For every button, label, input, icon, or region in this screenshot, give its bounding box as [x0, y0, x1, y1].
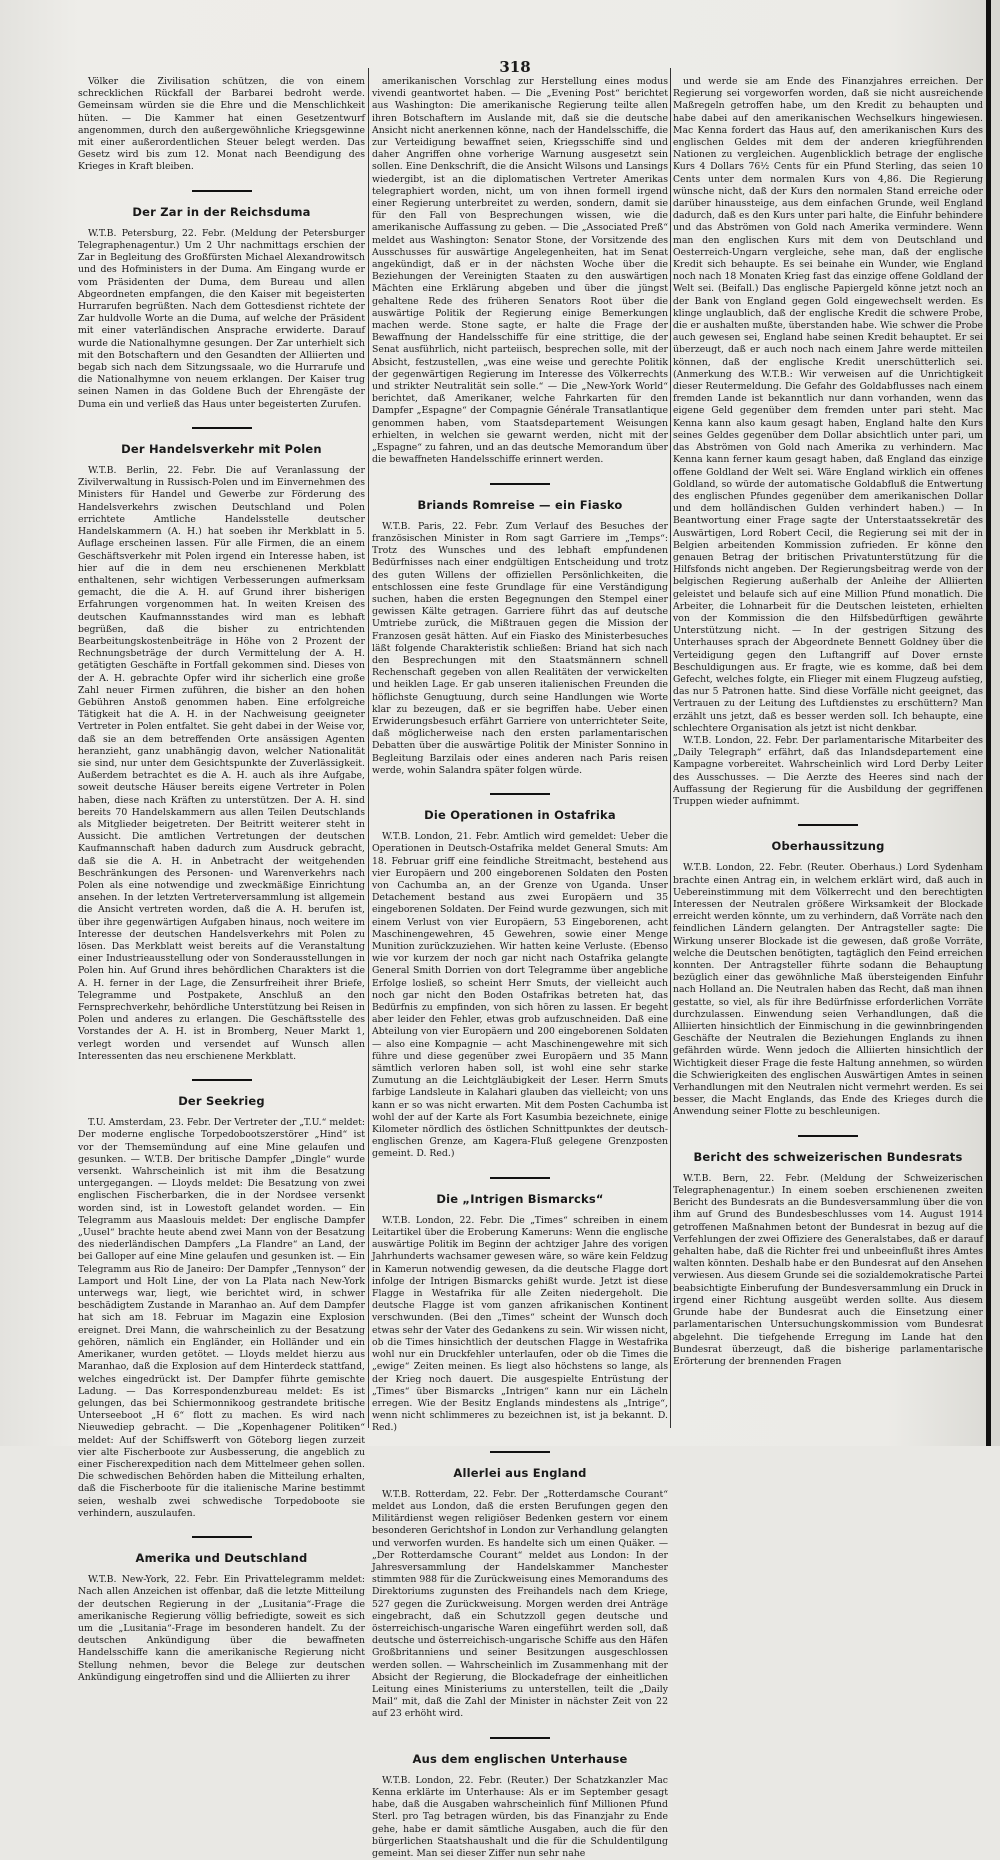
article-headline: Briands Romreise — ein Fiasko [372, 483, 668, 511]
article-paragraph: W.T.B. Petersburg, 22. Febr. (Meldung der Petersburger Telegraphenagentur.) Um 2 Uhr nachmittags erschien der Zar in Begleitung des Großfürsten Michael Alexandrowitsch und des Hofministers in der Duma. Am Eingang wurde er vom Präsidenten der Duma, dem Bureau und allen Abgeordneten empfangen, die den Kaiser mit begeisterten Hurrarufen begrüßten. Nach dem Gottesdienst richtete der Zar huldvolle Worte an die Duma, auf welche der Präsident mit einer vaterländischen Ansprache erwiderte. Darauf wurde die Nationalhymne gesungen. Der Zar unterhielt sich mit den Botschaftern und den Gesandten der Alliierten und begab sich nach dem Sitzungssaale, wo die Hurrarufe und die Nationalhymne von neuem erklangen. Der Kaiser trug seinen Namen in das Goldene Buch der Ehrengäste der Duma ein und verließ das Haus unter begeisterten Zurufen. [78, 227, 365, 410]
article-headline: Bericht des schweizerischen Bundesrats [673, 1135, 983, 1163]
article-paragraph: amerikanischen Vorschlag zur Herstellung eines modus vivendi geantwortet haben. — Die „Evening Post“ berichtet aus Washington: Die amerikanische Regierung teilte allen ihren Botschaftern im Auslande mit, daß sie die deutsche Ansicht nicht anerkennen könne, nach der Handelsschiffe, die zur Verteidigung bewaffnet seien, Kriegsschiffe sind und daher Angriffen ohne vorherige Warnung ausgesetzt sein sollen. Eine Denkschrift, die die Ansicht Wilsons und Lansings wiedergibt, ist an die diplomatischen Vertreter Amerikas telegraphiert worden, nicht, um von ihnen formell irgend einer Regierung unterbreitet zu werden, sondern, damit sie für den Fall von Besprechungen wissen, wie die amerikanische Auffassung zu geben. — Die „Associated Preß“ meldet aus Washington: Senator Stone, der Vorsitzende des Ausschusses für auswärtige Angelegenheiten, hat im Senat angekündigt, daß er in der nächsten Woche über die Beziehungen der Vereinigten Staaten zu den auswärtigen Mächten eine Erklärung abgeben und über die jüngst gehaltene Rede des früheren Senators Root über die auswärtige Politik der Regierung einige Bemerkungen machen werde. Stone sagte, er halte die Frage der Bewaffnung der Handelsschiffe für eine strittige, die der Senat ausführlich, nicht parteiisch, besprechen solle, mit der Absicht, festzustellen, „was eine weise und gerechte Politik der gegenwärtigen Regierung im Interesse des Völkerrechts und strikter Neutralität sein solle.“ — Die „New-York World“ berichtet, daß Amerikaner, welche Fahrkarten für den Dampfer „Espagne“ der Compagnie Générale Transatlantique genommen haben, vom Staatsdepartement Weisungen erhielten, in welchen sie gewarnt werden, nicht mit der „Espagne“ zu fahren, und an das deutsche Memorandum über die bewaffneten Handelsschiffe erinnert werden. [372, 76, 668, 466]
article-paragraph: W.T.B. Paris, 22. Febr. Zum Verlauf des Besuches der französischen Minister in Rom sagt Garriere im „Temps“: Trotz des Wunsches und des lebhaft empfundenen Bedürfnisses nach einer endgültigen Entscheidung und trotz des guten Willens der offiziellen Persönlichkeiten, die entschlossen eine feste Grundlage für eine Verständigung suchen, haben die ersten Begegnungen den Stempel einer gewissen Kälte getragen. Garriere führt das auf deutsche Umtriebe zurück, die Mißtrauen gegen die Mission der Franzosen gesät hätten. Auf ein Fiasko des Ministerbesuches läßt folgende Charakteristik schließen: Briand hat sich nach den Besprechungen mit den Staatsmännern schnell Rechenschaft gegeben von allen Realitäten der verwickelten und heiklen Lage. Er gab unseren italienischen Freunden die höflichste Genugtuung, durch seine Handlungen wie Worte klar zu bezeugen, daß er sie begriffen habe. Ueber einen Erwiderungsbesuch erfährt Garriere von unterrichteter Seite, daß möglicherweise nach den ersten parlamentarischen Debatten über die auswärtige Politik der Minister Sonnino in Begleitung Barzilais oder eines anderen nach Paris reisen werde, wohin Salandra später folgen würde. [372, 520, 668, 776]
article-headline: Allerlei aus England [372, 1451, 668, 1479]
column-rule [368, 68, 369, 1428]
article-paragraph: W.T.B. New-York, 22. Febr. Ein Privattelegramm meldet: Nach allen Anzeichen ist offenbar, daß die letzte Mitteilung der deutschen Regierung in der „Lusitania“-Frage die amerikanische Regierung völlig befriedigte, soweit es sich um die „Lusitania“-Frage im besonderen handelt. Zu der deutschen Ankündigung über die bewaffneten Handelsschiffe kann die amerikanische Regierung nicht Stellung nehmen, bevor die Belege zur deutschen Ankündigung eingetroffen sind und die Alliierten zu ihrer [78, 1574, 365, 1683]
article-headline: Der Zar in der Reichsduma [78, 190, 365, 218]
next-page-sliver [991, 0, 1000, 1446]
article-headline: Aus dem englischen Unterhause [372, 1737, 668, 1765]
article-paragraph: T.U. Amsterdam, 23. Febr. Der Vertreter der „T.U.“ meldet: Der moderne englische Torpedobootszerstörer „Hind“ ist vor der Themsemündung auf eine Mine gelaufen und gesunken. — W.T.B. Der britische Dampfer „Dingle“ wurde versenkt. Wahrscheinlich ist mit ihm die Besatzung untergegangen. — Lloyds meldet: Die Besatzung von zwei englischen Fischerbarken, die in der Nordsee versenkt worden sind, ist in Lowestoft gelandet worden. — Ein Telegramm aus Maaslouis meldet: Der englische Dampfer „Uusel“ brachte heute abend zwei Mann von der Besatzung des niederländischen Dampfers „La Flandre“ an Land, der bei Galloper auf eine Mine gelaufen und gesunken ist. — Ein Telegramm aus Rio de Janeiro: Der Dampfer „Tennyson“ der Lamport und Holt Line, der von La Plata nach New-York unterwegs war, liegt, wie berichtet wird, in schwer beschädigtem Zustande in Maranhao an. Auf dem Dampfer hat sich am 18. Februar im Magazin eine Explosion ereignet. Drei Mann, die wahrscheinlich zu der Besatzung gehören, nämlich ein Engländer, ein Holländer und ein Amerikaner, wurden getötet. — Lloyds meldet hierzu aus Maranhao, daß die Explosion auf dem Hinterdeck stattfand, welches eingedrückt ist. Der Dampfer führte gemischte Ladung. — Das Korrespondenzbureau meldet: Es ist gelungen, das bei Schiermonnikoog gestrandete britische Unterseeboot „H 6“ flott zu machen. Es wird nach Nieuwediep gebracht. — Die „Kopenhagener Politiken“ meldet: Auf der Schiffswerft von Göteborg liegen zurzeit vier alte Fischerboote zur Ausbesserung, die angeblich zu einer Fischerexpedition nach dem Mittelmeer gehen sollen. Die schwedischen Behörden haben die Mitteilung erhalten, daß die Fischerboote für die italienische Marine bestimmt seien, weshalb zwei schwedische Torpedoboote sie verhindern, auszulaufen. [78, 1117, 365, 1519]
article-headline: Oberhaussitzung [673, 824, 983, 852]
article-headline: Der Handelsverkehr mit Polen [78, 427, 365, 455]
article-paragraph: W.T.B. London, 22. Febr. (Reuter.) Der Schatzkanzler Mac Kenna erklärte im Unterhause: Als er im September gesagt habe, daß die Ausgaben wahrscheinlich fünf Millionen Pfund Sterl. pro Tag betragen würden, bis das Finanzjahr zu Ende gehe, habe er damit sämtliche Ausgaben, auch die für den bürgerlichen Staatshaushalt und die für die Schuldentilgung gemeint. Man sei dieser Ziffer nun sehr nahe [372, 1774, 668, 1859]
article-paragraph: und werde sie am Ende des Finanzjahres erreichen. Der Regierung sei vorgeworfen worden, daß sie nicht ausreichende Maßregeln getroffen habe, um den Kredit zu behaupten und habe dabei auf den amerikanischen Wechselkurs hingewiesen. Mac Kenna fordert das Haus auf, den amerikanischen Kurs des englischen Geldes mit dem der anderen kriegführenden Nationen zu vergleichen. Augenblicklich betrage der englische Kurs 4 Dollars 76½ Cents für ein Pfund Sterling, das seien 10 Cents unter dem normalen Kurs von 4,86. Die Regierung wünsche nicht, daß der Kurs den normalen Stand erreiche oder darüber hinaussteige, aus dem einfachen Grunde, weil England dadurch, daß es den Kurs unter pari halte, die Einfuhr behindere und das Abströmen von Gold nach Amerika vermindere. Wenn man den englischen Kurs mit dem von Deutschland und Oesterreich-Ungarn vergleiche, sehe man, daß der englische Kredit sich behaupte. Es sei beinahe ein Wunder, wie England noch nach 18 Monaten Krieg fast das einzige offene Goldland der Welt sei. (Beifall.) Das englische Papiergeld könne jetzt noch an der Bank von England gegen Gold eingewechselt werden. Es klinge unglaublich, daß der englische Kredit die schwere Probe, die er aushalten mußte, überstanden habe. Wie schwer die Probe auch gewesen sei, England habe seinen Kredit behauptet. Er sei überzeugt, daß er auch noch nach einem Jahre werde mitteilen können, daß der englische Kredit unerschütterlich sei. (Anmerkung des W.T.B.: Wir verweisen auf die Unrichtigkeit dieser Reutermeldung. Die Gefahr des Goldabflusses nach einem fremden Lande ist bekanntlich nur dann vorhanden, wenn das eigene Geld gegenüber dem fremden unter pari steht. Mac Kenna kann also kaum gesagt haben, England halte den Kurs seines Geldes gegenüber dem Dollar absichtlich unter pari, um das Abströmen von Gold nach Amerika zu verhindern. Mac Kenna kann ferner kaum gesagt haben, daß England das einzige offene Goldland der Welt sei. Wäre England wirklich ein offenes Goldland, so würde der automatische Goldabfluß die Entwertung des englischen Pfundes gegenüber dem amerikanischen Dollar und dem holländischen Gulden verhindert haben.) — In Beantwortung einer Frage sagte der Unterstaatssekretär des Auswärtigen, Lord Robert Cecil, die Regierung sei mit der in Belgien arbeitenden Kommission zufrieden. Er könne den genauen Betrag der britischen Privatunterstützung für die Hilfsfonds nicht angeben. Der Regierungsbeitrag werde von der belgischen Regierung außerhalb der Anleihe der Alliierten geleistet und belaufe sich auf eine Million Pfund monatlich. Die Arbeiter, die Lohnarbeit für die Deutschen leisteten, erhielten von der Kommission die den Hilfsbedürftigen gewährte Unterstützung nicht. — In der gestrigen Sitzung des Unterhauses sprach der Abgeordnete Bennett Goldney über die Verteidigung gegen den Luftangriff auf Dover ernste Beschuldigungen aus. Er fragte, wie es komme, daß bei dem Gefecht, welches folgte, ein Flieger mit einem Flugzeug aufstieg, das nur 5 Patronen hatte. Sind diese Vorfälle nicht geeignet, das Vertrauen zu der Leitung des Luftdienstes zu erschüttern? Man erzählt uns jetzt, daß es besser werden soll. Ich behaupte, eine schlechtere Organisation als jetzt ist nicht denkbar. [673, 76, 983, 734]
article-paragraph: W.T.B. London, 22. Febr. (Reuter. Oberhaus.) Lord Sydenham brachte einen Antrag ein, in welchem erklärt wird, daß auch in Uebereinstimmung mit dem Völkerrecht und den berechtigten Interessen der Neutralen größere Wirksamkeit der Blockade erreicht werden könnte, um zu verhindern, daß Vorräte nach den feindlichen Ländern gelangten. Der Antragsteller sagte: Die Wirkung unserer Blockade ist die gewesen, daß große Vorräte, welche die Deutschen benötigten, tagtäglich den Feind erreichen konnten. Der Antragsteller führte sodann die Behauptung bezüglich einer das gewöhnliche Maß übersteigenden Einfuhr nach Holland an. Die Neutralen haben das Recht, daß man ihnen gestatte, so viel, als für ihre Bedürfnisse erforderlichen Vorräte durchzulassen. Einwendung seien Verhandlungen, daß die Alliierten hinsichtlich der Einmischung in die gewinnbringenden Geschäfte der Neutralen die Beziehungen Englands zu ihnen gefährden würde. Wenn jedoch die Alliierten hinsichtlich der Wichtigkeit dieser Frage die feste Haltung annehmen, so würden die Schwierigkeiten des englischen Auswärtigen Amtes in seinen Verhandlungen mit den Neutralen nicht vermehrt werden. Es sei besser, die Macht Englands, das Ende des Krieges durch die Anwendung seiner Flotte zu beschleunigen. [673, 862, 983, 1118]
article-paragraph: W.T.B. Bern, 22. Febr. (Meldung der Schweizerischen Telegraphenagentur.) In einem soeben erschienenen zweiten Bericht des Bundesrats an die Bundesversammlung über die von ihm auf Grund des Bundesbeschlusses vom 14. August 1914 getroffenen Maßnahmen betont der Bundesrat in bezug auf die Verfehlungen der zwei Offiziere des Generalstabes, daß er darauf gehalten habe, daß die Richter frei und unbeeinflußt ihres Amtes walten könnten. Deshalb habe er den Bundesrat auf den Ansehen verwiesen. Aus diesem Grunde sei die sozialdemokratische Partei beabsichtigte Einberufung der Bundesversammlung ein Druck in irgend einer Richtung ausgeübt werden sollte. Aus diesem Grunde habe der Bundesrat auch die Einsetzung einer parlamentarischen Untersuchungskommission vom Bundesrat abgelehnt. Die tiefgehende Erregung im Lande hat den Bundesrat überzeugt, daß die bisherige parlamentarische Erörterung der brennenden Fragen [673, 1172, 983, 1367]
article-headline: Die Operationen in Ostafrika [372, 793, 668, 821]
column-middle [372, 76, 668, 1860]
article-paragraph: W.T.B. London, 21. Febr. Amtlich wird gemeldet: Ueber die Operationen in Deutsch-Ostafrika meldet General Smuts: Am 18. Februar griff eine feindliche Streitmacht, bestehend aus vier Europäern und 200 eingeborenen Soldaten den Posten von Cachumba an, an der Grenze von Uganda. Unser Detachement bestand aus zwei Europäern und 35 eingeborenen Soldaten. Der Feind wurde gezwungen, sich mit einem Verlust von vier Europäern, 53 Eingeborenen, acht Maschinengewehren, 45 Gewehren, sowie einer Menge Munition zurückzuziehen. Wir hatten keine Verluste. (Ebenso wie vor kurzem der noch gar nicht nach Ostafrika gelangte General Smith Dorrien von dort Telegramme über angebliche Erfolge losließ, so scheint Herr Smuts, der vielleicht auch noch gar nicht den Boden Ostafrikas betreten hat, das Bedürfnis zu empfinden, von sich hören zu lassen. Er begeht aber leider den Fehler, etwas grob aufzuschneiden. Daß eine Abteilung von vier Europäern und 200 eingeborenen Soldaten — also eine Kompagnie — acht Maschinengewehre mit sich führe und diese gegenüber zwei Europäern und 35 Mann sämtlich verloren haben soll, ist wohl eine sehr starke Zumutung an die Leichtgläubigkeit der Leser. Herrn Smuts farbige Landsleute in Kalahari glauben das vielleicht; von uns kann er so was nicht erwarten. Mit dem Posten Cachumba ist wohl der auf der Karte als Fort Kasumbia bezeichnete, einige Kilometer nördlich des östlichen Schnittpunktes der deutsch-englischen Grenze, am Kagera-Fluß gelegene Grenzposten gemeint. D. Red.) [372, 831, 668, 1160]
article-paragraph: Völker die Zivilisation schützen, die von einem schrecklichen Rückfall der Barbarei bedroht werde. Gemeinsam würden sie die Ehre und die Menschlichkeit hüten. — Die Kammer hat einen Gesetzentwurf angenommen, durch den außergewöhnliche Kriegsgewinne mit einer außerordentlichen Steuer belegt werden. Das Gesetz wird bis zum 12. Monat nach Beendigung des Krieges in Kraft bleiben. [78, 76, 365, 173]
article-headline: Der Seekrieg [78, 1079, 365, 1107]
article-paragraph: W.T.B. Rotterdam, 22. Febr. Der „Rotterdamsche Courant“ meldet aus London, daß die ersten Berufungen gegen den Militärdienst wegen religiöser Bedenken gestern vor einem besonderen Gerichtshof in London zur Verhandlung gelangten und verworfen wurden. Es handelte sich um einen Quäker. — „Der Rotterdamsche Courant“ meldet aus London: In der Jahresversammlung der Handelskammer Manchester stimmten 988 für die Zurückweisung eines Memorandums des Direktoriums zugunsten des Freihandels nach dem Kriege, 527 gegen die Zurückweisung. Morgen werden drei Anträge eingebracht, daß ein Schutzzoll gegen deutsche und österreichisch-ungarische Waren eingeführt werden soll, daß deutsche und österreichisch-ungarische Schiffe aus den Häfen Großbritanniens und seiner Besitzungen ausgeschlossen werden sollen. — Wahrscheinlich im Zusammenhang mit der Absicht der Regierung, die Blockadefrage der einheitlichen Leitung eines Ministeriums zu unterstellen, teilt die „Daily Mail“ mit, daß die Zahl der Minister in nächster Zeit von 22 auf 23 erhöht wird. [372, 1488, 668, 1720]
page-number: 318 [499, 58, 531, 76]
article-paragraph: W.T.B. Berlin, 22. Febr. Die auf Veranlassung der Zivilverwaltung in Russisch-Polen und im Einvernehmen des Ministers für Handel und Gewerbe zur Förderung des Handelsverkehrs zwischen Deutschland und Polen errichtete Amtliche Handelsstelle deutscher Handelskammern (A. H.) hat soeben ihr Merkblatt in 5. Auflage erscheinen lassen. Für alle Firmen, die an einem Geschäftsverkehr mit Polen irgend ein Interesse haben, ist hier auf die in dem neu erschienenen Merkblatt enthaltenen, sehr wichtigen Verbesserungen aufmerksam gemacht, die die A. H. auf Grund ihrer bisherigen Erfahrungen vorgenommen hat. In weiten Kreisen des deutschen Kaufmannsstandes wird man es lebhaft begrüßen, daß die bisher zu entrichtenden Bearbeitungskostenbeiträge in Höhe von 2 Prozent der Rechnungsbeträge der durch Vermittelung der A. H. getätigten Geschäfte in Fortfall gekommen sind. Dieses von der A. H. gebrachte Opfer wird ihr sicherlich eine große Zahl neuer Firmen zuführen, die bisher an den hohen Gebühren Anstoß genommen haben. Eine erfolgreiche Tätigkeit hat die A. H. in der Nachweisung geeigneter Vertreter in Polen entfaltet. Sie geht dabei in der Weise vor, daß sie an dem betreffenden Orte ansässigen Agenten heranzieht, ganz unabhängig davon, welcher Nationalität sie sind, nur unter dem Gesichtspunkte der Zuverlässigkeit. Außerdem betrachtet es die A. H. auch als ihre Aufgabe, soweit deutsche Häuser bereits eigene Vertreter in Polen haben, diese nach Kräften zu unterstützen. Der A. H. sind bereits 70 Handelskammern aus allen Teilen Deutschlands als Mitglieder beigetreten. Der Beitritt weiterer steht in Aussicht. Die amtlichen Vertretungen der deutschen Kaufmannschaft haben dadurch zum Ausdruck gebracht, daß sie die A. H. in Anbetracht der weitgehenden Beschränkungen des Personen- und Warenverkehrs nach Polen als eine notwendige und zweckmäßige Einrichtung ansehen. In der letzten Vertreterversammlung ist allgemein die Ansicht vertreten worden, daß die A. H. berufen ist, über ihre gegenwärtigen Aufgaben hinaus, noch weitere im Interesse der deutschen Handelsverkehrs mit Polen zu lösen. Das Merkblatt weist bereits auf die Veranstaltung einer Industrieausstellung oder von Sonderausstellungen in Polen hin. Auf Grund ihres behördlichen Charakters ist die A. H. ferner in der Lage, die Zensurfreiheit ihrer Briefe, Telegramme und Postpakete, Anschluß an den Fernsprechverkehr, behördliche Unterstützung bei Reisen in Polen und anderes zu erlangen. Die Geschäftsstelle des Vorstandes der A. H. ist in Bromberg, Neuer Markt 1, verlegt worden und versendet auf Wunsch allen Interessenten das neu erschienene Merkblatt. [78, 465, 365, 1062]
article-headline: Amerika und Deutschland [78, 1536, 365, 1564]
column-right [673, 76, 983, 1368]
column-rule [670, 68, 671, 1428]
column-left [78, 76, 365, 1684]
article-paragraph: W.T.B. London, 22. Febr. Der parlamentarische Mitarbeiter des „Daily Telegraph“ erfährt, daß das Inlandsdepartement eine Kampagne vorbereitet. Wahrscheinlich wird Lord Derby Leiter des Ausschusses. — Die Aerzte des Heeres sind nach der Auffassung der Regierung für die Ausbildung der gegriffenen Truppen wieder aufnimmt. [673, 734, 983, 807]
article-headline: Die „Intrigen Bismarcks“ [372, 1177, 668, 1205]
article-paragraph: W.T.B. London, 22. Febr. Die „Times“ schreiben in einem Leitartikel über die Eroberung Kameruns: Wenn die englische auswärtige Politik im Beginn der achtziger Jahre des vorigen Jahrhunderts wachsamer gewesen wäre, so wäre kein Feldzug in Kamerun notwendig gewesen, da die deutsche Flagge dort infolge der Intrigen Bismarcks gehißt wurde. Jetzt ist diese Flagge in Westafrika für alle Zeiten niedergeholt. Die deutsche Flagge ist vom ganzen afrikanischen Kontinent verschwunden. (Bei den „Times“ scheint der Wunsch doch etwas sehr der Vater des Gedankens zu sein. Wir wissen nicht, ob die Times hinsichtlich der deutschen Flagge in Westafrika wohl nur ein Druckfehler unterlaufen, oder ob die Times die „ewige“ Zeiten meinen. Es liegt also höchstens so lange, als der Krieg noch dauert. Die ausgespielte Entrüstung der „Times“ über Bismarcks „Intrigen“ kann nur ein Lächeln erregen. Wie der Besitz Englands mindestens als „Intrige“, wenn nicht schlimmeres zu bezeichnen ist, ist ja bekannt. D. Red.) [372, 1214, 668, 1434]
